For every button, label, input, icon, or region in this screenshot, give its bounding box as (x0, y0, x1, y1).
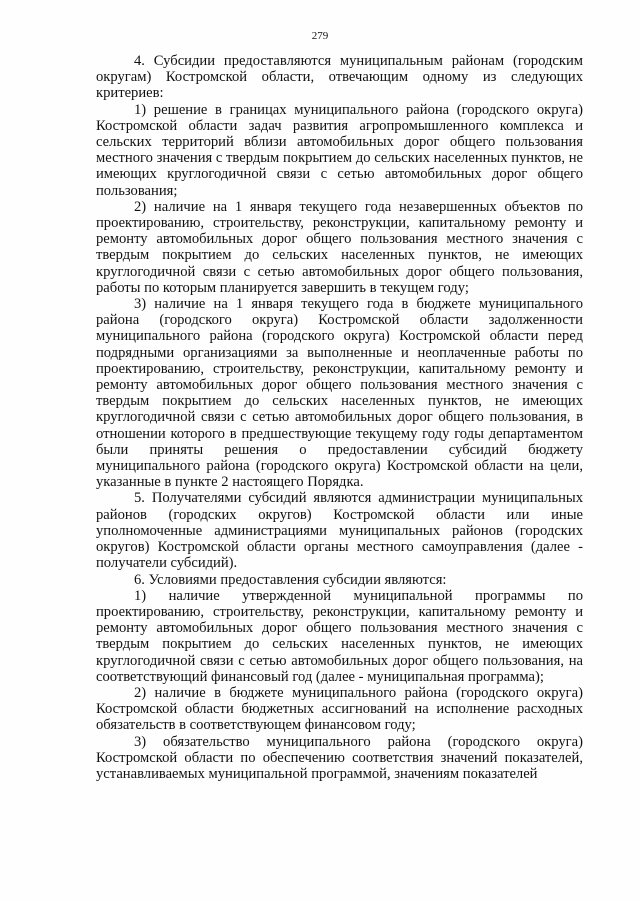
document-body (96, 53, 583, 782)
paragraph-item-5: 5. Получателями субсидий являются администрации муниципальных районов (городских округов) Костромской области или иные уполномоченные администрациями муниципальных районов (городских округов) Костромской области органы местного самоуправления (далее - получатели субсидий). (96, 490, 583, 572)
page-number: 279 (311, 30, 329, 42)
paragraph-subitem-6-1: 1) наличие утвержденной муниципальной программы по проектированию, строительству, реконструкции, капитальному ремонту и ремонту автомобильных дорог общего пользования местного значения с твердым покрытием до сельских населенных пунктов, не имеющих круглогодичной связи с сетью автомобильных дорог общего пользования, на соответствующий финансовый год (далее - муниципальная программа); (96, 587, 583, 685)
paragraph-subitem-4-2: 2) наличие на 1 января текущего года незавершенных объектов по проектированию, строительству, реконструкции, капитальному ремонту и ремонту автомобильных дорог общего пользования местного значения с твердым покрытием до сельских населенных пунктов, не имеющих круглогодичной связи с сетью автомобильных дорог общего пользования, работы по которым планируется завершить в текущем году; (96, 198, 583, 296)
paragraph-subitem-4-1: 1) решение в границах муниципального района (городского округа) Костромской области задач развития агропромышленного комплекса и сельских территорий вблизи автомобильных дорог общего пользования местного значения с твердым покрытием до сельских населенных пунктов, не имеющих круглогодичной связи с сетью автомобильных дорог общего пользования; (96, 101, 583, 199)
paragraph-subitem-4-3: 3) наличие на 1 января текущего года в бюджете муниципального района (городского округа) Костромской области задолженности муниципального района (городского округа) Костромской области перед подрядными организациями за выполненные и неоплаченные работы по проектированию, строительству, реконструкции, капитальному ремонту и ремонту автомобильных дорог общего пользования местного значения с твердым покрытием до сельских населенных пунктов, не имеющих круглогодичной связи с сетью автомобильных дорог общего пользования, в отношении которого в предшествующие текущему году годы департаментом были приняты решения о предоставлении субсидий бюджету муниципального района (городского округа) Костромской области на цели, указанные в пункте 2 настоящего Порядка. (96, 296, 583, 491)
paragraph-subitem-6-3: 3) обязательство муниципального района (городского округа) Костромской области по обеспечению соответствия значений показателей, устанавливаемых муниципальной программой, значениям показателей (96, 733, 583, 782)
paragraph-item-4: 4. Субсидии предоставляются муниципальным районам (городским округам) Костромской области, отвечающим одному из следующих критериев: (96, 53, 583, 102)
paragraph-item-6: 6. Условиями предоставления субсидии являются: (134, 571, 447, 588)
paragraph-subitem-6-2: 2) наличие в бюджете муниципального района (городского округа) Костромской области бюджетных ассигнований на исполнение расходных обязательств в соответствующем финансовом году; (96, 684, 583, 734)
